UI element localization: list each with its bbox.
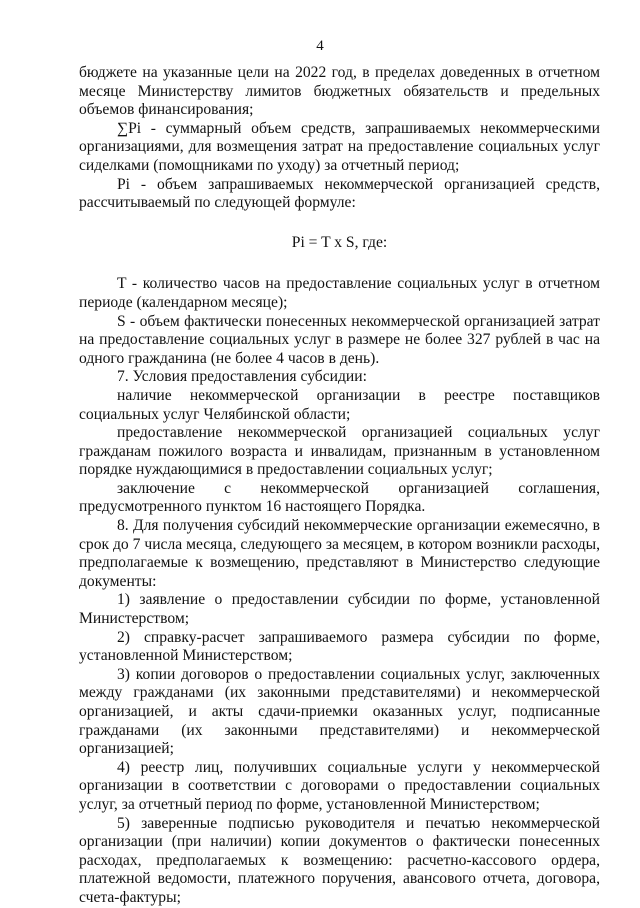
paragraph-section-7-heading: 7. Условия предоставления субсидии: — [117, 368, 367, 386]
paragraph-t-definition: T - количество часов на предоставление социальных услуг в отчетном периоде (календарном месяце); — [79, 275, 600, 311]
page-number: 4 — [316, 38, 324, 54]
paragraph-sum-pi-definition: ∑Pi - суммарный объем средств, запрашиваемых некоммерческими организациями, для возмещения затрат на предоставление социальных услуг сиделками (помощниками по уходу) за отчетный период; — [79, 119, 600, 174]
paragraph-condition-services: предоставление некоммерческой организацией социальных услуг гражданам пожилого возраста и инвалидам, признанным в установленном порядке нуждающимися в предоставлении социальных услуг; — [79, 424, 600, 479]
list-item-3-contracts: 3) копии договоров о предоставлении социальных услуг, заключенных между гражданами (их законными представителями) и некоммерческой организацией, и акты сдачи-приемки оказанных услуг, подписанные гражданами (их законными представителями) и некоммерческой организацией; — [79, 665, 600, 758]
paragraph-budget-continuation: бюджете на указанные цели на 2022 год, в пределах доведенных в отчетном месяце Министерству лимитов бюджетных обязательств и предельных объемов финансирования; — [79, 64, 600, 119]
list-item-1-application: 1) заявление о предоставлении субсидии по форме, установленной Министерством; — [79, 591, 600, 628]
list-item-5-expense-documents: 5) заверенные подписью руководителя и печатью некоммерческой организации (при наличии) копии документов о фактически понесенных расходах, предполагаемых к возмещению: расчетно-кассового ордера, платежной ведомости, платежного поручения, авансового отчета, договора, счета-фактуры; — [79, 814, 600, 906]
document-body — [79, 64, 600, 908]
list-item-2-calculation: 2) справку-расчет запрашиваемого размера субсидии по форме, установленной Министерством; — [79, 628, 600, 665]
paragraph-s-definition: S - объем фактически понесенных некоммерческой организацией затрат на предоставление социальных услуг в размере не более 327 рублей в час на одного гражданина (не более 4 часов в день). — [79, 312, 600, 367]
list-item-4-registry: 4) реестр лиц, получивших социальные услуги у некоммерческой организации в соответствии с договорами о предоставлении социальных услуг, за отчетный период по форме, установленной Министерством; — [79, 758, 600, 813]
paragraph-condition-agreement: заключение с некоммерческой организацией соглашения, предусмотренного пунктом 16 настоящего Порядка. — [79, 479, 600, 516]
paragraph-section-8: 8. Для получения субсидий некоммерческие организации ежемесячно, в срок до 7 числа месяца, следующего за месяцем, в котором возникли расходы, предполагаемые к возмещению, представляют в Министерство следующие документы: — [79, 517, 600, 590]
paragraph-condition-registry: наличие некоммерческой организации в реестре поставщиков социальных услуг Челябинской области; — [79, 386, 600, 423]
formula: Pi = T x S, где: — [291, 233, 388, 251]
paragraph-pi-definition: Pi - объем запрашиваемых некоммерческой организацией средств, рассчитываемый по следующей формуле: — [79, 175, 600, 212]
